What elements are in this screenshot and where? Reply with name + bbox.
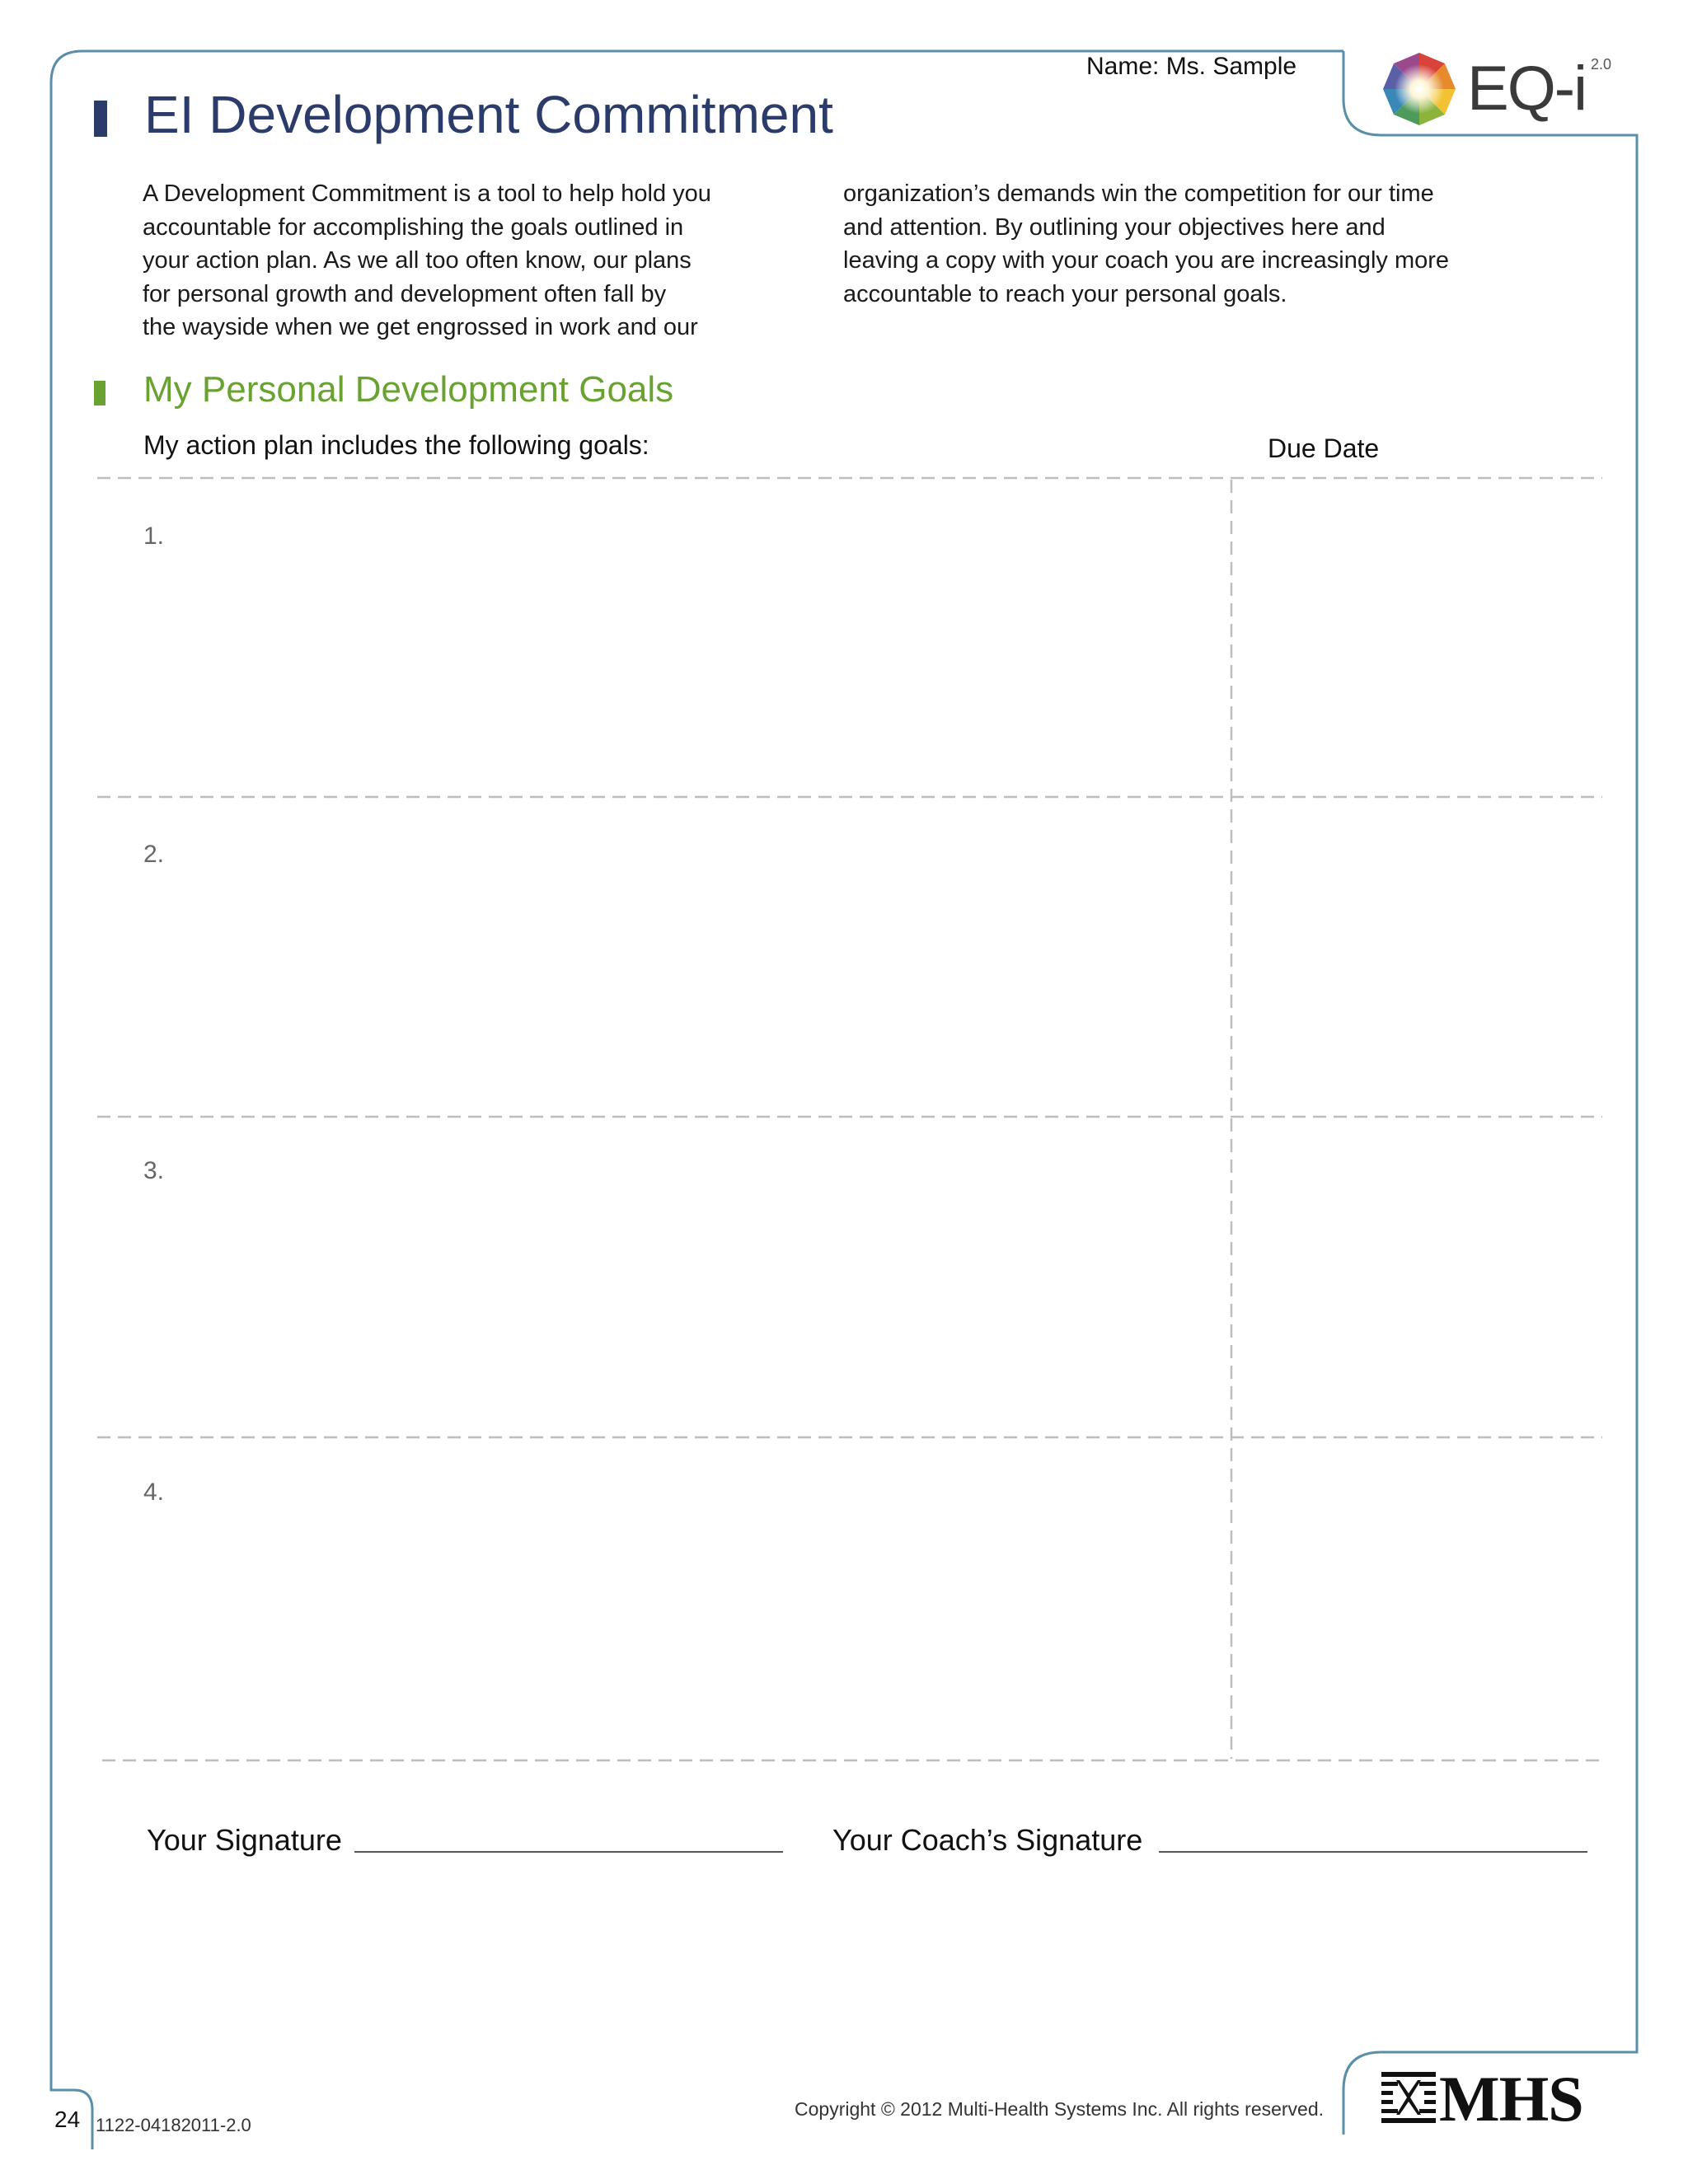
goal-1-field[interactable] <box>145 494 1217 783</box>
intro-line: accountable to reach your personal goals. <box>843 280 1287 307</box>
section-accent-bar <box>94 381 106 405</box>
intro-line: accountable for accomplishing the goals outlined in <box>143 213 684 241</box>
intro-line: the wayside when we get engrossed in work and our <box>143 314 698 340</box>
due-date-1-field[interactable] <box>1240 494 1594 783</box>
goal-number-1: 1. <box>143 523 165 550</box>
title-accent-bar <box>94 101 107 137</box>
intro-right-column <box>843 177 1544 311</box>
intro-line: A Development Commitment is a tool to help hold you <box>143 180 711 207</box>
goals-prompt: My action plan includes the following goals: <box>143 430 649 460</box>
logo-superscript: 2.0 <box>1591 56 1612 73</box>
copyright-notice: Copyright © 2012 Multi-Health Systems Inc. All rights reserved. <box>795 2098 1325 2120</box>
intro-line: organization’s demands win the competition for our time <box>843 180 1434 207</box>
intro-line: and attention. By outlining your objectives here and <box>843 213 1386 241</box>
coach-signature-line[interactable] <box>1159 1851 1587 1853</box>
page-number: 24 <box>54 2107 81 2132</box>
due-date-4-field[interactable] <box>1240 1454 1594 1742</box>
mhs-logo-text: MHS <box>1439 2063 1583 2135</box>
eq-i-logo <box>1378 48 1642 138</box>
mhs-logo <box>1381 2063 1612 2135</box>
color-wheel-icon <box>1378 48 1461 130</box>
logo-text: EQ-i <box>1467 54 1586 124</box>
due-date-2-field[interactable] <box>1240 814 1594 1103</box>
due-date-3-field[interactable] <box>1240 1134 1594 1422</box>
goal-3-field[interactable] <box>145 1134 1217 1422</box>
intro-left-column <box>143 177 802 344</box>
intro-line: leaving a copy with your coach you are increasingly more <box>843 247 1450 274</box>
coach-signature-label: Your Coach’s Signature <box>832 1823 1143 1857</box>
intro-line: your action plan. As we all too often know, our plans <box>143 247 692 274</box>
your-signature-label: Your Signature <box>147 1823 342 1857</box>
goal-4-field[interactable] <box>145 1454 1217 1742</box>
goal-number-2: 2. <box>143 841 165 868</box>
mhs-emblem-icon <box>1381 2072 1436 2123</box>
your-signature-line[interactable] <box>354 1851 783 1853</box>
goal-2-field[interactable] <box>145 814 1217 1103</box>
name-label: Name: Ms. Sample <box>1086 53 1297 80</box>
intro-line: for personal growth and development often fall by <box>143 280 667 307</box>
page-title: EI Development Commitment <box>144 85 833 144</box>
document-code: 1122-04182011-2.0 <box>96 2115 251 2135</box>
due-date-header: Due Date <box>1268 434 1380 463</box>
goal-number-4: 4. <box>143 1479 165 1506</box>
goal-number-3: 3. <box>143 1157 165 1184</box>
section-title: My Personal Development Goals <box>143 369 674 410</box>
